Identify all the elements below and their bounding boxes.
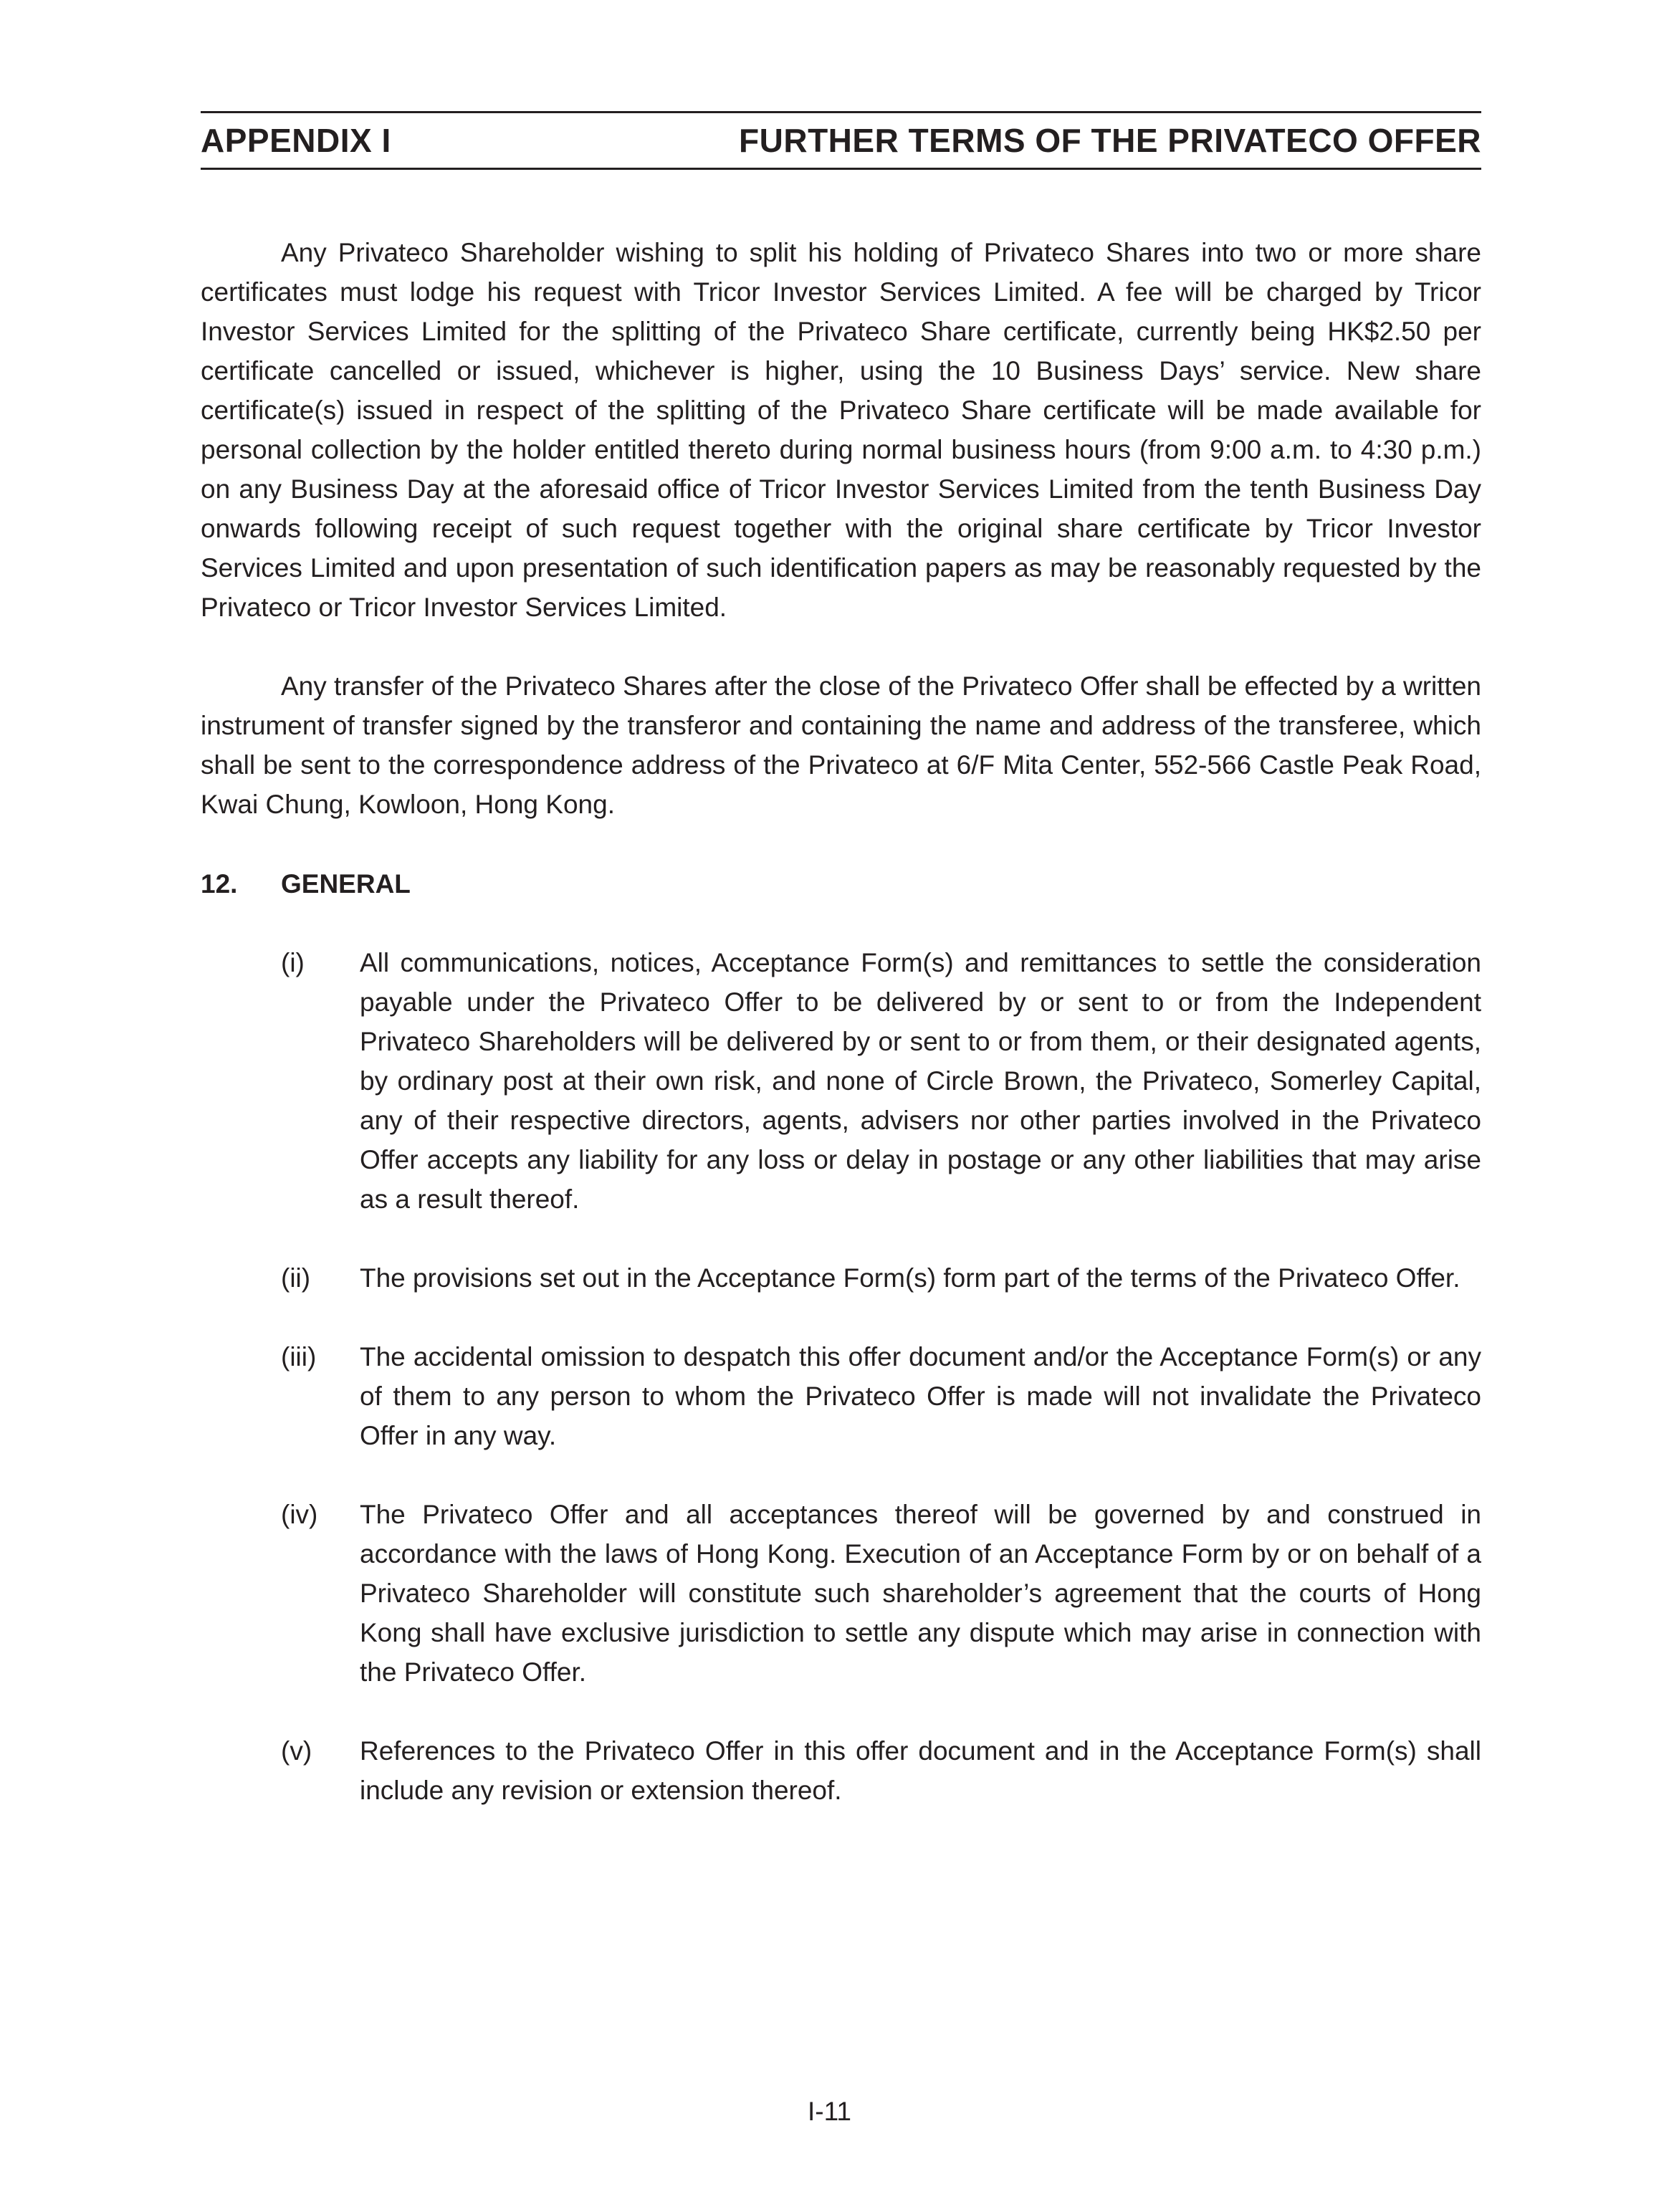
item-label: (iii) (281, 1342, 317, 1371)
page-header (201, 111, 1481, 170)
section-number: 12. (201, 869, 238, 899)
section-title: GENERAL (281, 869, 411, 899)
item-text: All communications, notices, Acceptance Form(s) and remittances to settle the consideration payable under the Privateco Offer to be delivered by or sent to or from the Independent Privateco Shareholders will be delivered by or sent to or from them, or their designated agents, by ordinary post at their own risk, and none of Circle Brown, the Privateco, Somerley Capital, any of their respective directors, agents, advisers nor other parties involved in the Privateco Offer accepts any liability for any loss or delay in postage or any other liabilities that may arise as a result thereof. (360, 948, 1481, 1214)
general-items-list (201, 943, 1481, 1810)
item-label: (i) (281, 948, 305, 977)
paragraph-transfer: Any transfer of the Privateco Shares after the close of the Privateco Offer shall be effected by a written instrument of transfer signed by the transferor and containing the name and address of the transferee, which shall be sent to the correspondence address of the Privateco at 6/F Mita Center, 552-566 Castle Peak Road, Kwai Chung, Kowloon, Hong Kong. (201, 671, 1481, 819)
paragraph-split-holding: Any Privateco Shareholder wishing to split his holding of Privateco Shares into two or more share certificates must lodge his request with Tricor Investor Services Limited. A fee will be charged by Tricor Investor Services Limited for the splitting of the Privateco Share certificate, currently being HK$2.50 per certificate cancelled or issued, whichever is higher, using the 10 Business Days’ service. New share certificate(s) issued in respect of the splitting of the Privateco Share certificate will be made available for personal collection by the holder entitled thereto during normal business hours (from 9:00 a.m. to 4:30 p.m.) on any Business Day at the aforesaid office of Tricor Investor Services Limited from the tenth Business Day onwards following receipt of such request together with the original share certificate by Tricor Investor Services Limited and upon presentation of such identification papers as may be reasonably requested by the Privateco or Tricor Investor Services Limited. (201, 238, 1481, 622)
section-heading (201, 864, 1481, 904)
page-number: I-11 (807, 2097, 851, 2126)
list-item (201, 1731, 1481, 1810)
item-label: (v) (281, 1736, 312, 1766)
list-item (201, 1258, 1481, 1298)
item-text: The accidental omission to despatch this offer document and/or the Acceptance Form(s) or any of them to any person to whom the Privateco Offer is made will not invalidate the Privateco Offer in any way. (360, 1342, 1481, 1450)
item-text: The provisions set out in the Acceptance Form(s) form part of the terms of the Privateco Offer. (360, 1263, 1460, 1293)
item-text: The Privateco Offer and all acceptances thereof will be governed by and construed in accordance with the laws of Hong Kong. Execution of an Acceptance Form by or on behalf of a Privateco Shareholder will constitute such shareholder’s agreement that the courts of Hong Kong shall have exclusive jurisdiction to settle any dispute which may arise in connection with the Privateco Offer. (360, 1500, 1481, 1687)
appendix-label: APPENDIX I (201, 122, 391, 159)
item-text: References to the Privateco Offer in this offer document and in the Acceptance Form(s) shall include any revision or extension thereof. (360, 1736, 1481, 1805)
document-page (201, 111, 1481, 1849)
list-item (201, 943, 1481, 1219)
appendix-title: FURTHER TERMS OF THE PRIVATECO OFFER (739, 122, 1481, 159)
list-item (201, 1495, 1481, 1692)
list-item (201, 1337, 1481, 1455)
item-label: (iv) (281, 1500, 318, 1529)
item-label: (ii) (281, 1263, 311, 1293)
document-body (201, 233, 1481, 824)
